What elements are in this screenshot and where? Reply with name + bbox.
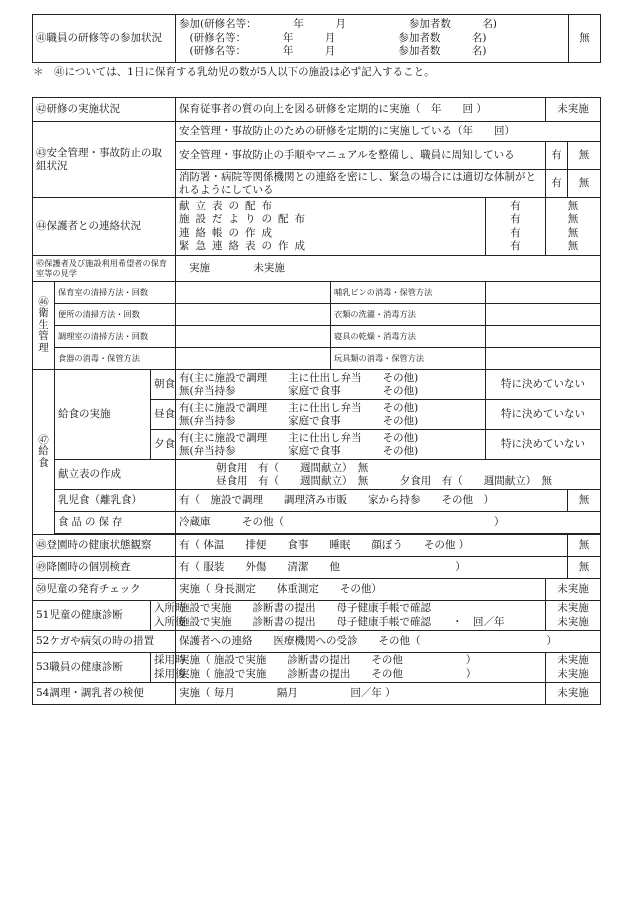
r50-label: ㊿児童の発育チェック (33, 579, 176, 601)
r47-meal-1: 昼食 (151, 400, 176, 430)
r46-right-0: 哺乳ビンの消毒・保管方法 (331, 282, 486, 304)
r47-baby-text: 有（ 施設で調理 調理済み市販 家から持参 その他 ） (176, 490, 568, 512)
r45-label: ㊺保護者及び施設利用希望者の保育室等の見学 (33, 256, 176, 282)
r46-left-1-value (176, 304, 331, 326)
r47-unset-0: 特に決めていない (486, 370, 601, 400)
r46-right-3-value (486, 348, 601, 370)
r51-label: 51児童の健康診断 (33, 601, 151, 631)
r43-label: ㊸安全管理・事故防止の取組状況 (33, 122, 176, 198)
r43-line2: 安全管理・事故防止の手順やマニュアルを整備し、職員に周知している (176, 142, 546, 170)
r42-label: ㊷研修の実施状況 (33, 98, 176, 122)
r50-status: 未実施 (546, 579, 601, 601)
r53-text: 実施（ 施設で実施 診断書の提出 その他 ） 実施（ 施設で実施 診断書の提出 その他 ） (176, 653, 546, 683)
r47-meal-0: 朝食 (151, 370, 176, 400)
r47-unset-1: 特に決めていない (486, 400, 601, 430)
r46-left-1: 便所の清掃方法・回数 (55, 304, 176, 326)
r46-left-2-value (176, 326, 331, 348)
r54-status: 未実施 (546, 683, 601, 705)
r43-line1: 安全管理・事故防止のための研修を定期的に実施している（年 回） (176, 122, 601, 142)
r42-status: 未実施 (546, 98, 601, 122)
r53-sub: 採用時 採用後 (151, 653, 176, 683)
r49-label: ㊾降園時の個別検査 (33, 557, 176, 579)
r47-store-text: 冷蔵庫 その他（ ） (176, 512, 601, 534)
r53-status: 未実施 未実施 (546, 653, 601, 683)
r47-baby-no: 無 (568, 490, 601, 512)
training-participation-lines: 参加(研修名等： 年 月 参加者数 名) (研修名等： 年 月 参加者数 名) (研修名等： 年 月 参加者数 名) (176, 15, 569, 63)
r47-menu-lines: 朝食用 有（ 週間献立） 無 昼食用 有（ 週間献立） 無 夕食用 有（ 週間献立） 無 (176, 460, 601, 490)
r48-label: ㊽登園時の健康状態観察 (33, 535, 176, 557)
training-participation-none: 無 (569, 15, 601, 63)
r49-text: 有（ 服装 外傷 清潔 他 ） (176, 557, 568, 579)
r54-text: 実施（ 毎月 隔月 回／年 ） (176, 683, 546, 705)
r46-right-2-value (486, 326, 601, 348)
main-table (32, 97, 601, 705)
training-participation-label: ㊶職員の研修等の参加状況 (33, 15, 176, 63)
r49-no: 無 (568, 557, 601, 579)
note-text: ＊ ㊶については、1日に保育する乳幼児の数が5人以下の施設は必ず記入すること。 (33, 66, 435, 78)
r48-no: 無 (568, 535, 601, 557)
r51-status: 未実施 未実施 (546, 601, 601, 631)
r46-left-0-value (176, 282, 331, 304)
r47-baby: 乳児食（離乳食） (55, 490, 176, 512)
r45-options: 実施 未実施 (176, 256, 601, 282)
r42-text: 保育従事者の質の向上を図る研修を定期的に実施（ 年 回 ） (176, 98, 546, 122)
r51-text: 施設で実施 診断書の提出 母子健康手帳で確認 施設で実施 診断書の提出 母子健康手帳で確認 ・ 回／年 (176, 601, 546, 631)
r46-label: ㊻衛生管理 (33, 282, 55, 370)
r46-left-2: 調理室の清掃方法・回数 (55, 326, 176, 348)
r46-right-0-value (486, 282, 601, 304)
r43-no-2: 無 (568, 170, 601, 198)
r54-label: 54調理・調乳者の検便 (33, 683, 176, 705)
r44-yes-col: 有 有 有 有 (486, 198, 546, 256)
r52-label: 52ケガや病気の時の措置 (33, 631, 176, 653)
r51-sub: 入所時 入所後 (151, 601, 176, 631)
r46-right-1: 衣類の洗濯・消毒方法 (331, 304, 486, 326)
r43-yes-2: 有 (546, 170, 568, 198)
r46-right-2: 寝具の乾燥・消毒方法 (331, 326, 486, 348)
r43-line3: 消防署・病院等関係機関との連絡を密にし、緊急の場合には適切な体制がとれるようにしている (176, 170, 546, 198)
r47-label: ㊼給食 (33, 370, 55, 535)
training-participation-table (32, 14, 601, 63)
r53-label: 53職員の健康診断 (33, 653, 151, 683)
r43-yes-1: 有 (546, 142, 568, 170)
r47-menu: 献立表の作成 (55, 460, 176, 490)
r47-store: 食品の保存 (55, 512, 176, 534)
r46-right-1-value (486, 304, 601, 326)
r47-meal-2: 夕食 (151, 430, 176, 460)
r50-text: 実施（ 身長測定 体重測定 その他） (176, 579, 546, 601)
r47-impl: 給食の実施 (55, 370, 151, 460)
r44-items: 献立表の配布 施設だよりの配布 連絡帳の作成 緊急連絡表の作成 (176, 198, 486, 256)
r47-opts-1: 有(主に施設で調理 主に仕出し弁当 その他) 無(弁当持参 家庭で食事 その他) (176, 400, 486, 430)
r47-opts-2: 有(主に施設で調理 主に仕出し弁当 その他) 無(弁当持参 家庭で食事 その他) (176, 430, 486, 460)
r46-left-3: 食器の消毒・保管方法 (55, 348, 176, 370)
r46-left-0: 保育室の清掃方法・回数 (55, 282, 176, 304)
r43-no-1: 無 (568, 142, 601, 170)
r44-label: ㊹保護者との連絡状況 (33, 198, 176, 256)
r47-opts-0: 有(主に施設で調理 主に仕出し弁当 その他) 無(弁当持参 家庭で食事 その他) (176, 370, 486, 400)
r47-unset-2: 特に決めていない (486, 430, 601, 460)
r44-no-col: 無 無 無 無 (546, 198, 601, 256)
r52-text: 保護者への連絡 医療機関への受診 その他（ ） (176, 631, 601, 653)
r46-left-3-value (176, 348, 331, 370)
r48-text: 有（ 体温 排便 食事 睡眠 顔ぼう その他 ） (176, 535, 568, 557)
r46-right-3: 玩具類の消毒・保管方法 (331, 348, 486, 370)
